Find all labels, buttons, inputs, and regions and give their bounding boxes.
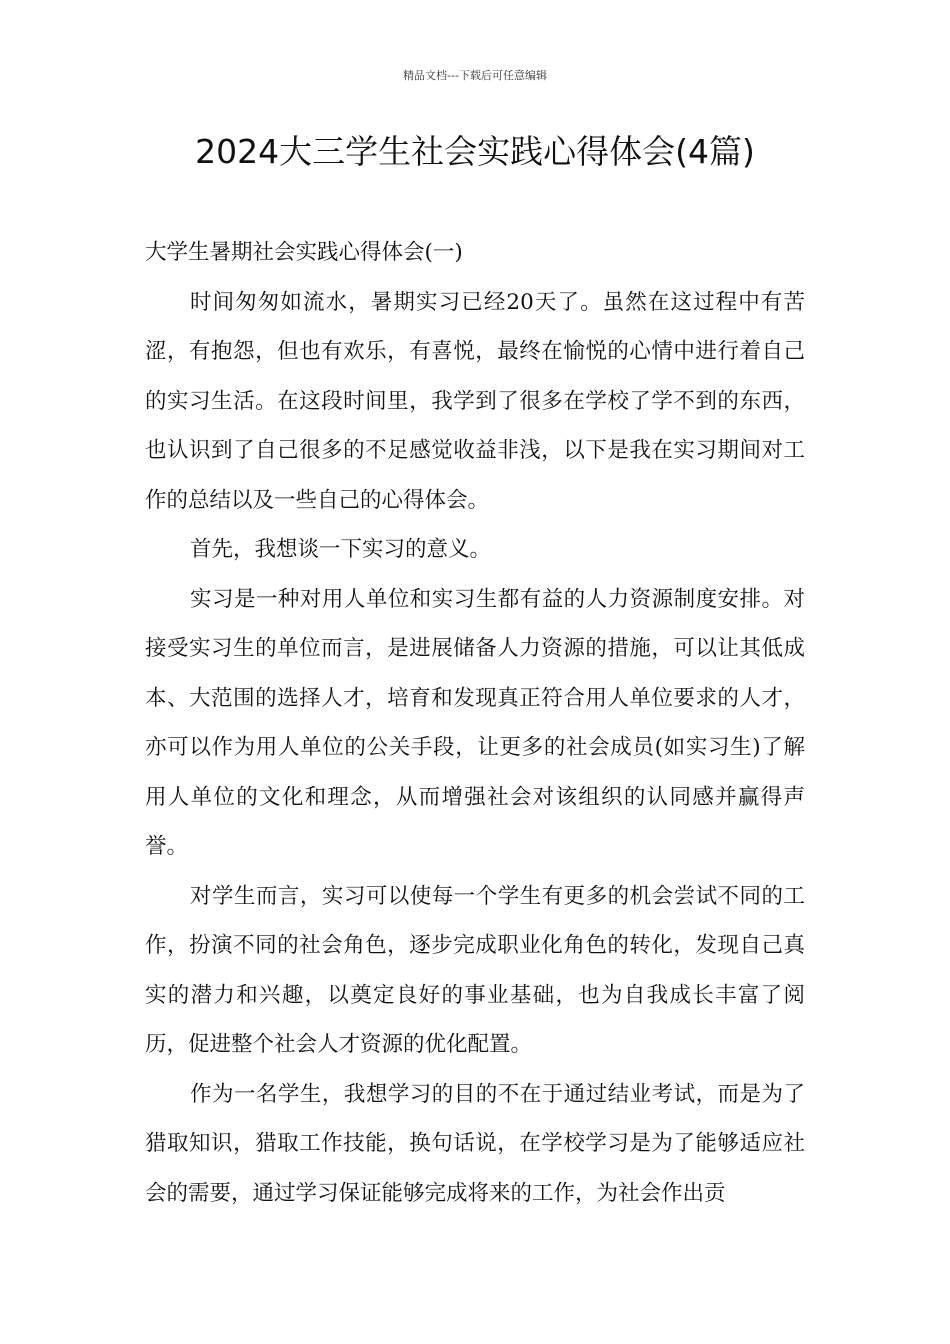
paragraph: 实习是一种对用人单位和实习生都有益的人力资源制度安排。对接受实习生的单位而言，是进展储备人力资源的措施，可以让其低成本、大范围的选择人才，培育和发现真正符合用人单位要求的人才，亦可以作为用人单位的公关手段，让更多的社会成员(如实习生)了解用人单位的文化和理念，从而增强社会对该组织的认同感并赢得声誉。 [145,586,805,859]
paragraph: 首先，我想谈一下实习的意义。 [190,537,492,562]
document-title: 2024大三学生社会实践心得体会(4篇) [195,132,755,171]
section-heading: 大学生暑期社会实践心得体会(一) [145,240,463,265]
paragraph: 对学生而言，实习可以使每一个学生有更多的机会尝试不同的工作，扮演不同的社会角色，逐步完成职业化角色的转化，发现自己真实的潜力和兴趣，以奠定良好的事业基础，也为自我成长丰富了阅历，促进整个社会人才资源的优化配置。 [145,883,805,1057]
header-note: 精品文档---下载后可任意编辑 [403,69,547,82]
paragraph: 作为一名学生，我想学习的目的不在于通过结业考试，而是为了猎取知识，猎取工作技能，换句话说，在学校学习是为了能够适应社会的需要，通过学习保证能够完成将来的工作，为社会作出贡 [145,1081,805,1206]
paragraph: 时间匆匆如流水，暑期实习已经20天了。虽然在这过程中有苦涩，有抱怨，但也有欢乐，有喜悦，最终在愉悦的心情中进行着自己的实习生活。在这段时间里，我学到了很多在学校了学不到的东西，也认识到了自己很多的不足感觉收益非浅，以下是我在实习期间对工作的总结以及一些自己的心得体会。 [145,289,805,513]
document-body [145,228,805,1218]
